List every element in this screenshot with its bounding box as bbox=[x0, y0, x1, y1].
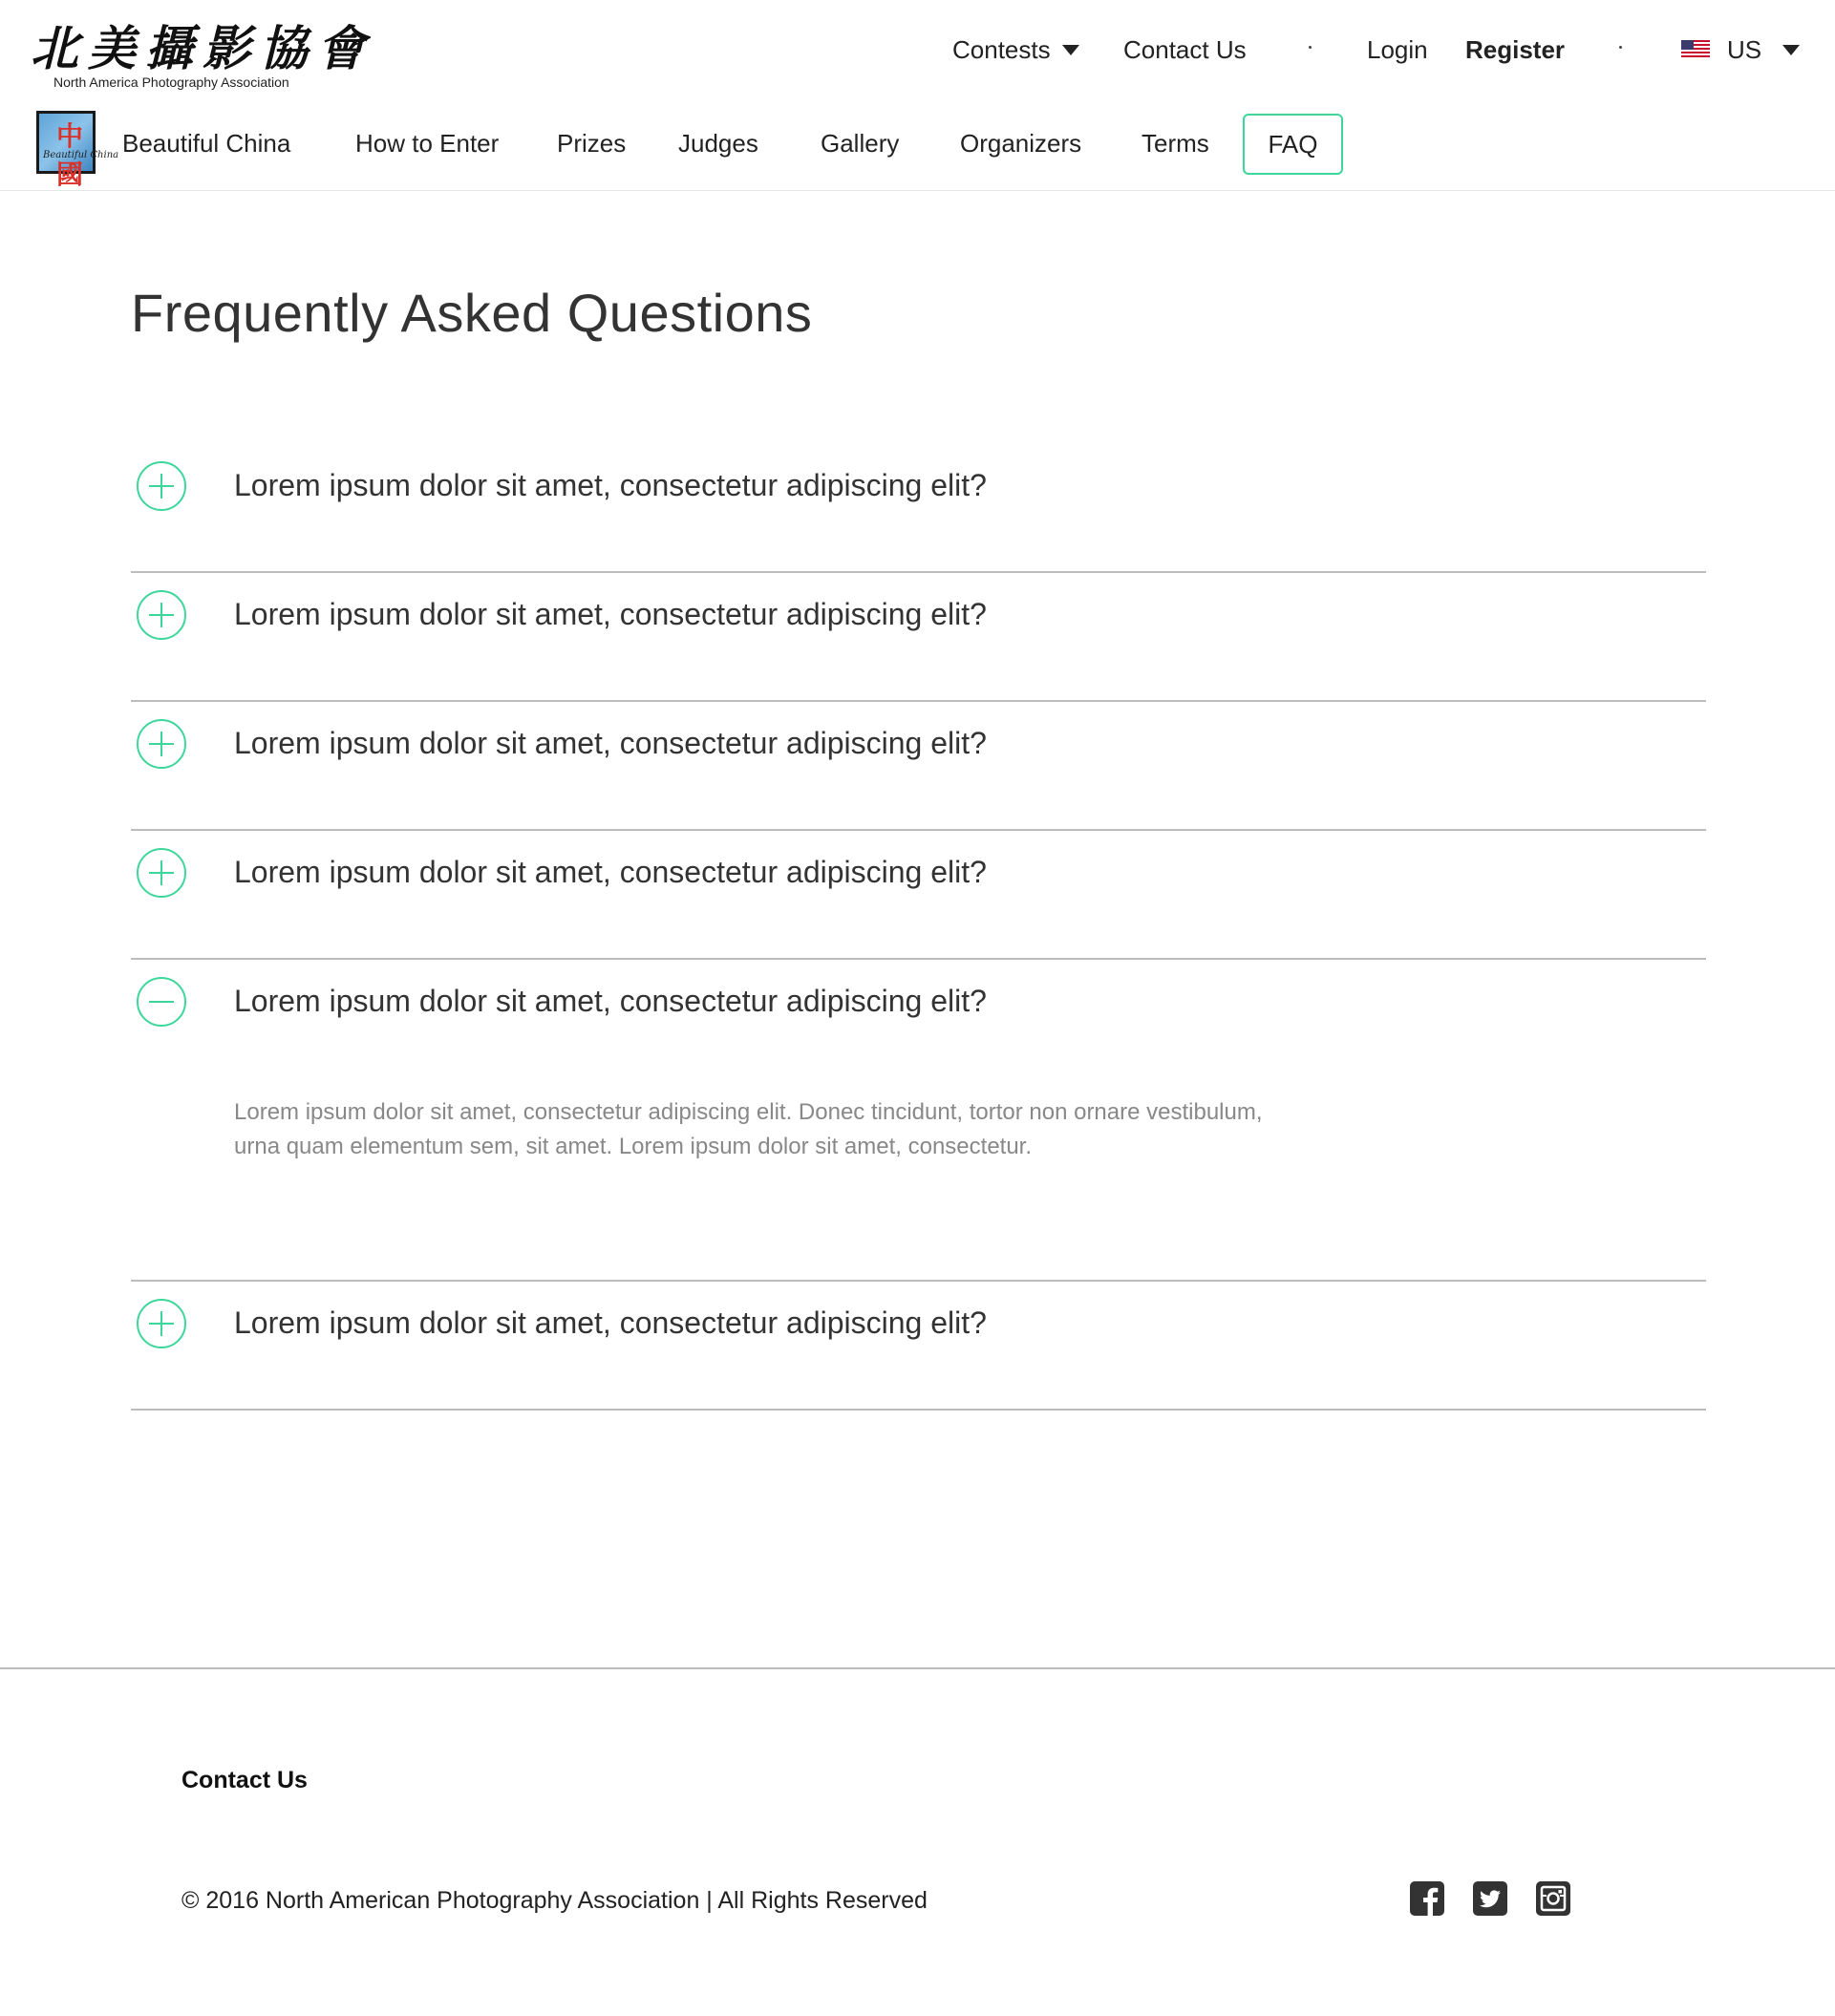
faq-item bbox=[131, 831, 1706, 960]
subnav-beautiful-china[interactable]: Beautiful China bbox=[122, 129, 291, 158]
logo-english-text: North America Photography Association bbox=[53, 74, 289, 90]
faq-answer: Lorem ipsum dolor sit amet, consectetur adipiscing elit. Donec tincidunt, tortor non ornare vestibulum, urna quam elementum sem, sit amet. Lorem ipsum dolor sit amet, consectetur. bbox=[234, 1099, 1263, 1159]
collapse-minus-icon[interactable] bbox=[137, 977, 186, 1027]
footer-copyright: © 2016 North American Photography Association | All Rights Reserved bbox=[181, 1887, 928, 1914]
thumbnail-glyph: 中國 bbox=[56, 120, 84, 190]
subnav-organizers[interactable]: Organizers bbox=[960, 129, 1082, 158]
page-title: Frequently Asked Questions bbox=[131, 283, 813, 343]
twitter-icon[interactable] bbox=[1473, 1881, 1507, 1916]
expand-plus-icon[interactable] bbox=[137, 848, 186, 898]
faq-item bbox=[131, 702, 1706, 831]
faq-item bbox=[131, 1282, 1706, 1411]
contests-dropdown[interactable] bbox=[952, 31, 1079, 69]
chevron-down-icon bbox=[1062, 45, 1079, 55]
contact-us-link[interactable]: Contact Us bbox=[1123, 35, 1247, 64]
chevron-down-icon bbox=[1782, 45, 1800, 55]
faq-question[interactable]: Lorem ipsum dolor sit amet, consectetur adipiscing elit? bbox=[234, 984, 987, 1018]
top-header bbox=[0, 0, 1835, 95]
faq-list bbox=[131, 444, 1706, 1411]
contest-thumbnail-image bbox=[39, 114, 119, 190]
subnav-faq-active[interactable]: FAQ bbox=[1243, 114, 1343, 175]
register-link[interactable]: Register bbox=[1465, 35, 1566, 64]
faq-item bbox=[131, 573, 1706, 702]
subnav-how-to-enter[interactable]: How to Enter bbox=[355, 129, 500, 158]
faq-question[interactable]: Lorem ipsum dolor sit amet, consectetur adipiscing elit? bbox=[234, 468, 987, 502]
us-flag-icon bbox=[1681, 40, 1710, 59]
faq-question[interactable]: Lorem ipsum dolor sit amet, consectetur adipiscing elit? bbox=[234, 726, 987, 760]
faq-item bbox=[131, 444, 1706, 573]
faq-question[interactable]: Lorem ipsum dolor sit amet, consectetur adipiscing elit? bbox=[234, 1305, 987, 1340]
facebook-icon[interactable] bbox=[1410, 1881, 1444, 1916]
footer bbox=[0, 1667, 1835, 2016]
instagram-icon[interactable] bbox=[1536, 1881, 1570, 1916]
subnav-terms[interactable]: Terms bbox=[1142, 129, 1209, 158]
subnav-gallery[interactable]: Gallery bbox=[821, 129, 900, 158]
expand-plus-icon[interactable] bbox=[137, 590, 186, 640]
site-logo[interactable] bbox=[31, 20, 374, 92]
expand-plus-icon[interactable] bbox=[137, 719, 186, 769]
faq-item-expanded bbox=[131, 960, 1706, 1282]
faq-question[interactable]: Lorem ipsum dolor sit amet, consectetur adipiscing elit? bbox=[234, 597, 987, 631]
expand-plus-icon[interactable] bbox=[137, 1299, 186, 1348]
faq-question[interactable]: Lorem ipsum dolor sit amet, consectetur adipiscing elit? bbox=[234, 855, 987, 889]
contest-thumbnail[interactable] bbox=[36, 111, 119, 190]
region-label: US bbox=[1727, 35, 1762, 64]
thumbnail-script: Beautiful China bbox=[43, 150, 119, 160]
contests-label: Contests bbox=[952, 35, 1051, 64]
login-link[interactable]: Login bbox=[1367, 35, 1428, 64]
logo-chinese-text: 北美攝影協會 bbox=[31, 20, 374, 76]
separator-dot bbox=[1619, 46, 1622, 49]
contest-subnav bbox=[0, 107, 1835, 191]
subnav-judges[interactable]: Judges bbox=[678, 129, 758, 158]
separator-dot bbox=[1309, 46, 1312, 49]
expand-plus-icon[interactable] bbox=[137, 461, 186, 511]
region-selector[interactable] bbox=[1681, 31, 1800, 69]
subnav-prizes[interactable]: Prizes bbox=[557, 129, 627, 158]
footer-contact-link[interactable]: Contact Us bbox=[181, 1767, 308, 1793]
